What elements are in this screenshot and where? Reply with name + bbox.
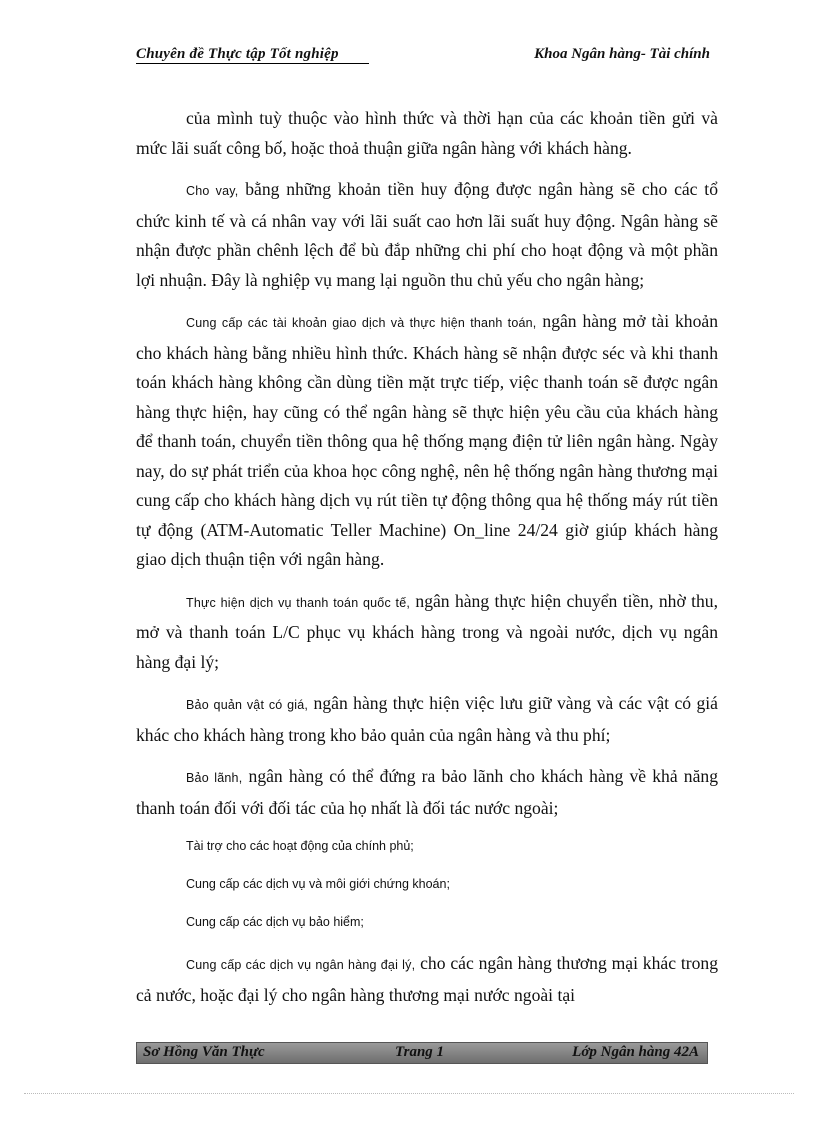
paragraph-lead: Thực hiện dịch vụ thanh toán quốc tế, xyxy=(186,595,411,610)
paragraph-text: ngân hàng thực hiện chuyển tiền, nhờ thu, mở và thanh toán L/C phục vụ khách hàng trong và ngoài nước, dịch vụ ngân hàng đại lý; xyxy=(136,590,718,672)
page-header xyxy=(136,46,710,68)
paragraph-5 xyxy=(136,689,718,750)
paragraph-1 xyxy=(136,104,718,163)
paragraph-text: bằng những khoản tiền huy động được ngân hàng sẽ cho các tổ chức kinh tế và cá nhân vay với lãi suất cao hơn lãi suất huy động. Ngân hàng sẽ nhận được phần chênh lệch để bù đắp những chi phí cho hoạt động và một phần lợi nhuận. Đây là nghiệp vụ mang lại nguồn thu chủ yếu cho ngân hàng; xyxy=(136,179,718,290)
paragraph-2 xyxy=(136,175,718,295)
short-item-3: Cung cấp các dịch vụ bảo hiểm; xyxy=(186,915,364,929)
page-bottom-divider xyxy=(24,1093,794,1094)
paragraph-text: ngân hàng có thể đứng ra bảo lãnh cho khách hàng về khả năng thanh toán đối với đối tác của họ nhất là đối tác nước ngoài; xyxy=(136,766,719,818)
short-item-1: Tài trợ cho các hoạt động của chính phủ; xyxy=(186,839,414,853)
header-left-title: Chuyên đề Thực tập Tốt nghiệp xyxy=(136,46,369,64)
page-footer xyxy=(136,1042,708,1064)
footer-class: Lớp Ngân hàng 42A xyxy=(572,1044,699,1060)
paragraph-lead: Bảo lãnh, xyxy=(186,771,243,785)
document-body xyxy=(136,104,718,1022)
paragraph-lead: Bảo quản vật có giá, xyxy=(186,698,309,712)
paragraph-4 xyxy=(136,587,718,678)
short-item-2: Cung cấp các dịch vụ và môi giới chứng khoán; xyxy=(186,877,450,891)
paragraph-text: cho các ngân hàng thương mại khác trong cả nước, hoặc đại lý cho ngân hàng thương mại nước ngoài tại xyxy=(136,953,718,1005)
paragraph-text: của mình tuỳ thuộc vào hình thức và thời hạn của các khoản tiền gửi và mức lãi suất công bố, hoặc thoả thuận giữa ngân hàng với khách hàng. xyxy=(136,108,718,158)
paragraph-text: ngân hàng mở tài khoản cho khách hàng bằng nhiều hình thức. Khách hàng sẽ nhận được séc và khi thanh toán khách hàng không cần dùng tiền mặt trực tiếp, việc thanh toán sẽ được ngân hàng thực hiện, hay cũng có thể ngân hàng sẽ thực hiện yêu cầu của khách hàng để thanh toán, chuyển tiền thông qua hệ thống mạng điện tử liên ngân hàng. Ngày nay, do sự phát triển của khoa học công nghệ, nên hệ thống ngân hàng thương mại cung cấp cho khách hàng dịch vụ rút tiền tự động thông qua hệ thống máy rút tiền tự động (ATM-Automatic Teller Machine) On_line 24/24 giờ giúp khách hàng giao dịch thuận tiện với ngân hàng. xyxy=(136,311,718,569)
paragraph-6 xyxy=(136,762,718,823)
paragraph-3 xyxy=(136,307,718,575)
header-right-title: Khoa Ngân hàng- Tài chính xyxy=(534,46,710,62)
footer-author: Sơ Hồng Văn Thực xyxy=(143,1044,265,1060)
paragraph-lead: Cho vay, xyxy=(186,184,239,198)
footer-page-number: Trang 1 xyxy=(395,1044,445,1060)
paragraph-text: ngân hàng thực hiện việc lưu giữ vàng và các vật có giá khác cho khách hàng trong kho bảo quản của ngân hàng và thu phí; xyxy=(136,693,718,745)
paragraph-lead: Cung cấp các tài khoản giao dịch và thực hiện thanh toán, xyxy=(186,316,537,330)
paragraph-lead: Cung cấp các dịch vụ ngân hàng đại lý, xyxy=(186,958,416,972)
paragraph-last xyxy=(136,949,718,1010)
